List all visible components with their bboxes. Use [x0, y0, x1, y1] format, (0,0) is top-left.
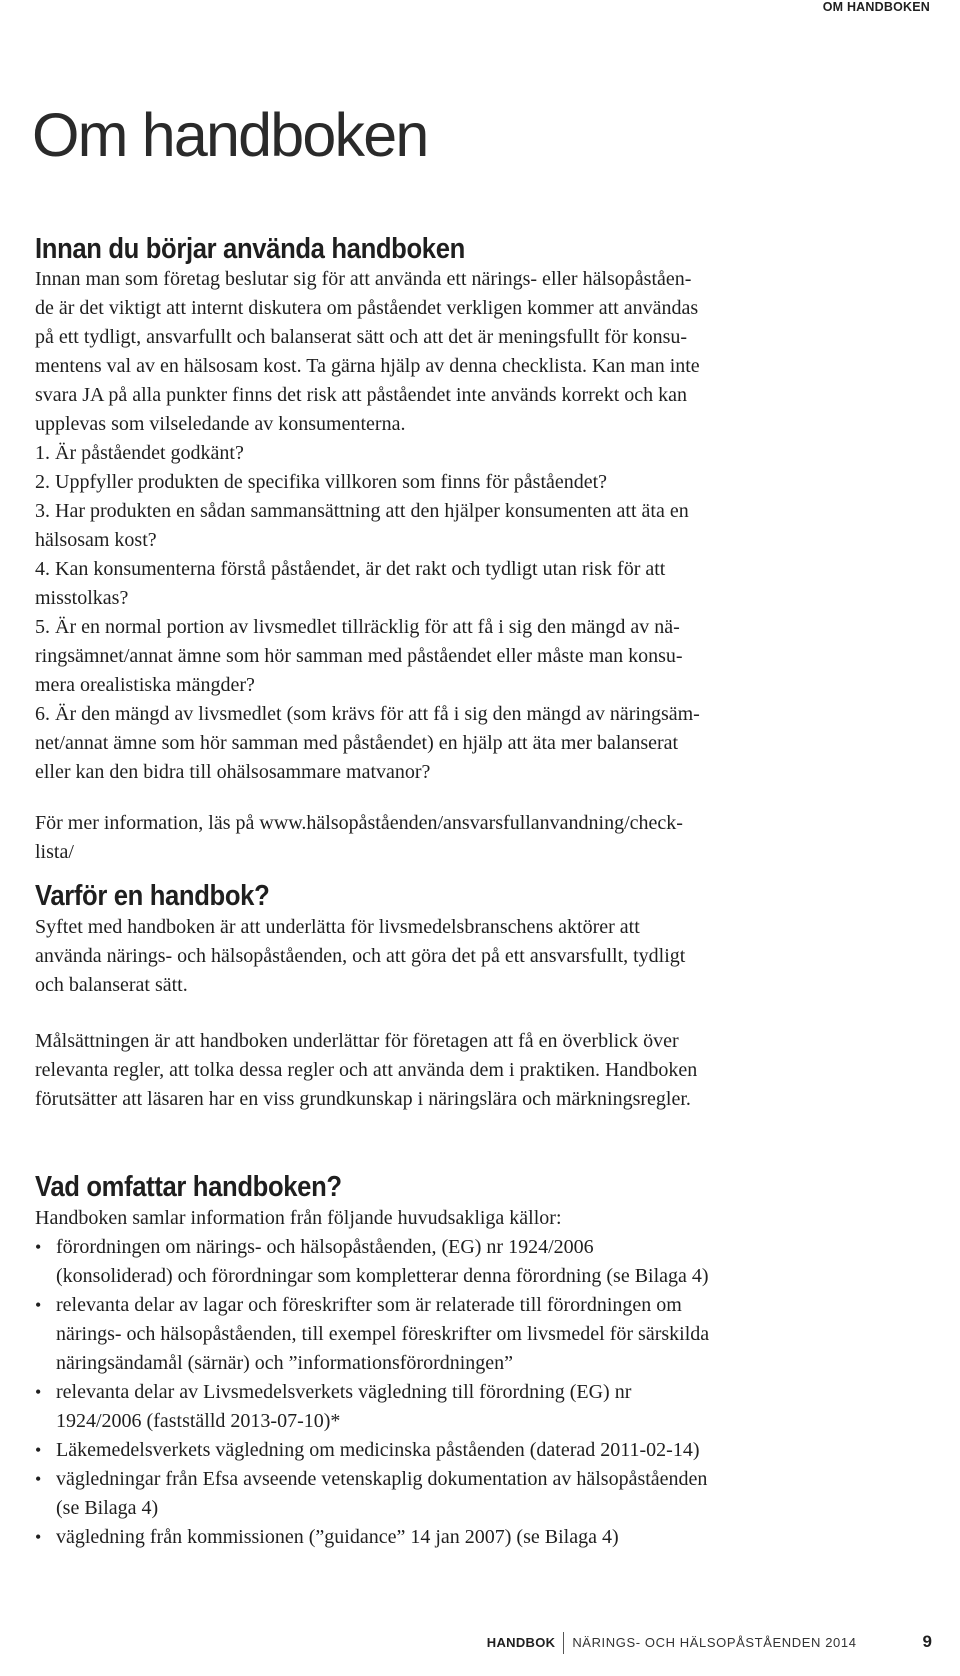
section-heading-why: Varför en handbok?: [35, 880, 270, 912]
running-header: OM HANDBOKEN: [822, 0, 930, 14]
sources-list: [35, 1233, 915, 1552]
checklist-item: net/annat ämne som hör samman med påståendet) en hjälp att äta mer balanserat: [35, 732, 679, 754]
intro-line: upplevas som vilseledande av konsumenterna.: [35, 413, 406, 435]
checklist-item: 5. Är en normal portion av livsmedlet tillräcklig för att få i sig den mängd av nä-: [35, 616, 680, 638]
intro-line: på ett tydligt, ansvarfullt och balanserat sätt och att det är meningsfullt för konsu-: [35, 326, 688, 348]
list-item-line: relevanta delar av Livsmedelsverkets vägledning till förordning (EG) nr: [56, 1381, 632, 1403]
list-item-line: (se Bilaga 4): [56, 1497, 159, 1519]
page-footer: [487, 1632, 932, 1654]
footer-publication: NÄRINGS- OCH HÄLSOPÅSTÅENDEN 2014: [572, 1635, 857, 1650]
list-item-line: närings- och hälsopåståenden, till exempel föreskrifter om livsmedel för särskilda: [56, 1323, 710, 1345]
bullet-icon: •: [35, 1237, 42, 1257]
bullet-icon: •: [35, 1527, 42, 1547]
bullet-icon: •: [35, 1382, 42, 1402]
why-line: Målsättningen är att handboken underlättar för företagen att få en överblick över: [35, 1030, 679, 1052]
more-info-line: För mer information, läs på www.hälsopåståenden/ansvarsfullanvandning/check-: [35, 812, 683, 834]
checklist-item: ringsämnet/annat ämne som hör samman med påståendet eller måste man konsu-: [35, 645, 683, 667]
checklist-item: 4. Kan konsumenterna förstå påståendet, är det rakt och tydligt utan risk för att: [35, 558, 666, 580]
why-line: Syftet med handboken är att underlätta för livsmedelsbranschens aktörer att: [35, 916, 640, 938]
footer-divider: [563, 1632, 564, 1654]
intro-text: [35, 265, 915, 787]
list-item: [35, 1465, 915, 1523]
list-item: [35, 1378, 915, 1436]
checklist-item: 1. Är påståendet godkänt?: [35, 442, 244, 464]
scope-intro-line: Handboken samlar information från följande huvudsakliga källor:: [35, 1207, 562, 1229]
list-item-line: 1924/2006 (fastställd 2013-07-10)*: [56, 1410, 341, 1432]
why-line: förutsätter att läsaren har en viss grundkunskap i näringslära och märkningsregler.: [35, 1088, 691, 1110]
checklist-item: 6. Är den mängd av livsmedlet (som krävs för att få i sig den mängd av näringsäm-: [35, 703, 700, 725]
why-line: och balanserat sätt.: [35, 974, 188, 996]
list-item-line: förordningen om närings- och hälsopåståenden, (EG) nr 1924/2006: [56, 1236, 594, 1258]
why-line: använda närings- och hälsopåståenden, och att göra det på ett ansvarsfullt, tydligt: [35, 945, 686, 967]
footer-brand: HANDBOK: [486, 1635, 556, 1650]
checklist-item: eller kan den bidra till ohälsosammare matvanor?: [35, 761, 431, 783]
bullet-icon: •: [35, 1469, 42, 1489]
list-item: [35, 1291, 915, 1378]
checklist-item: misstolkas?: [35, 587, 129, 609]
intro-line: mentens val av en hälsosam kost. Ta gärna hjälp av denna checklista. Kan man inte: [35, 355, 700, 377]
list-item-line: Läkemedelsverkets vägledning om medicinska påståenden (daterad 2011-02-14): [56, 1439, 700, 1461]
intro-line: svara JA på alla punkter finns det risk att påståendet inte används korrekt och kan: [35, 384, 688, 406]
list-item: [35, 1523, 915, 1552]
list-item-line: vägledningar från Efsa avseende vetenskaplig dokumentation av hälsopåståenden: [56, 1468, 708, 1490]
list-item-line: (konsoliderad) och förordningar som kompletterar denna förordning (se Bilaga 4): [56, 1265, 709, 1287]
more-info-text: [35, 809, 915, 867]
checklist-item: hälsosam kost?: [35, 529, 157, 551]
more-info-line: lista/: [35, 841, 74, 863]
bullet-icon: •: [35, 1440, 42, 1460]
why-line: relevanta regler, att tolka dessa regler och att använda dem i praktiken. Handboken: [35, 1059, 698, 1081]
why-paragraph-2: [35, 1027, 915, 1114]
checklist-item: 3. Har produkten en sådan sammansättning att den hjälper konsumenten att äta en: [35, 500, 689, 522]
scope-intro: [35, 1204, 915, 1233]
list-item-line: vägledning från kommissionen (”guidance” 14 jan 2007) (se Bilaga 4): [56, 1526, 619, 1548]
bullet-icon: •: [35, 1295, 42, 1315]
section-heading-scope: Vad omfattar handboken?: [35, 1171, 342, 1203]
list-item: [35, 1436, 915, 1465]
checklist-item: 2. Uppfyller produkten de specifika villkoren som finns för påståendet?: [35, 471, 608, 493]
why-paragraph-1: [35, 913, 915, 1000]
section-heading-intro: Innan du börjar använda handboken: [35, 233, 465, 265]
list-item-line: relevanta delar av lagar och föreskrifter som är relaterade till förordningen om: [56, 1294, 682, 1316]
page-title: Om handboken: [32, 101, 428, 169]
list-item-line: näringsändamål (särnär) och ”informationsförordningen”: [56, 1352, 514, 1374]
intro-line: de är det viktigt att internt diskutera om påståendet verkligen kommer att användas: [35, 297, 699, 319]
main-content: [35, 232, 915, 1552]
page-number: 9: [922, 1632, 932, 1651]
list-item: [35, 1233, 915, 1291]
checklist-item: mera orealistiska mängder?: [35, 674, 255, 696]
intro-line: Innan man som företag beslutar sig för att använda ett närings- eller hälsopåståen-: [35, 268, 692, 290]
